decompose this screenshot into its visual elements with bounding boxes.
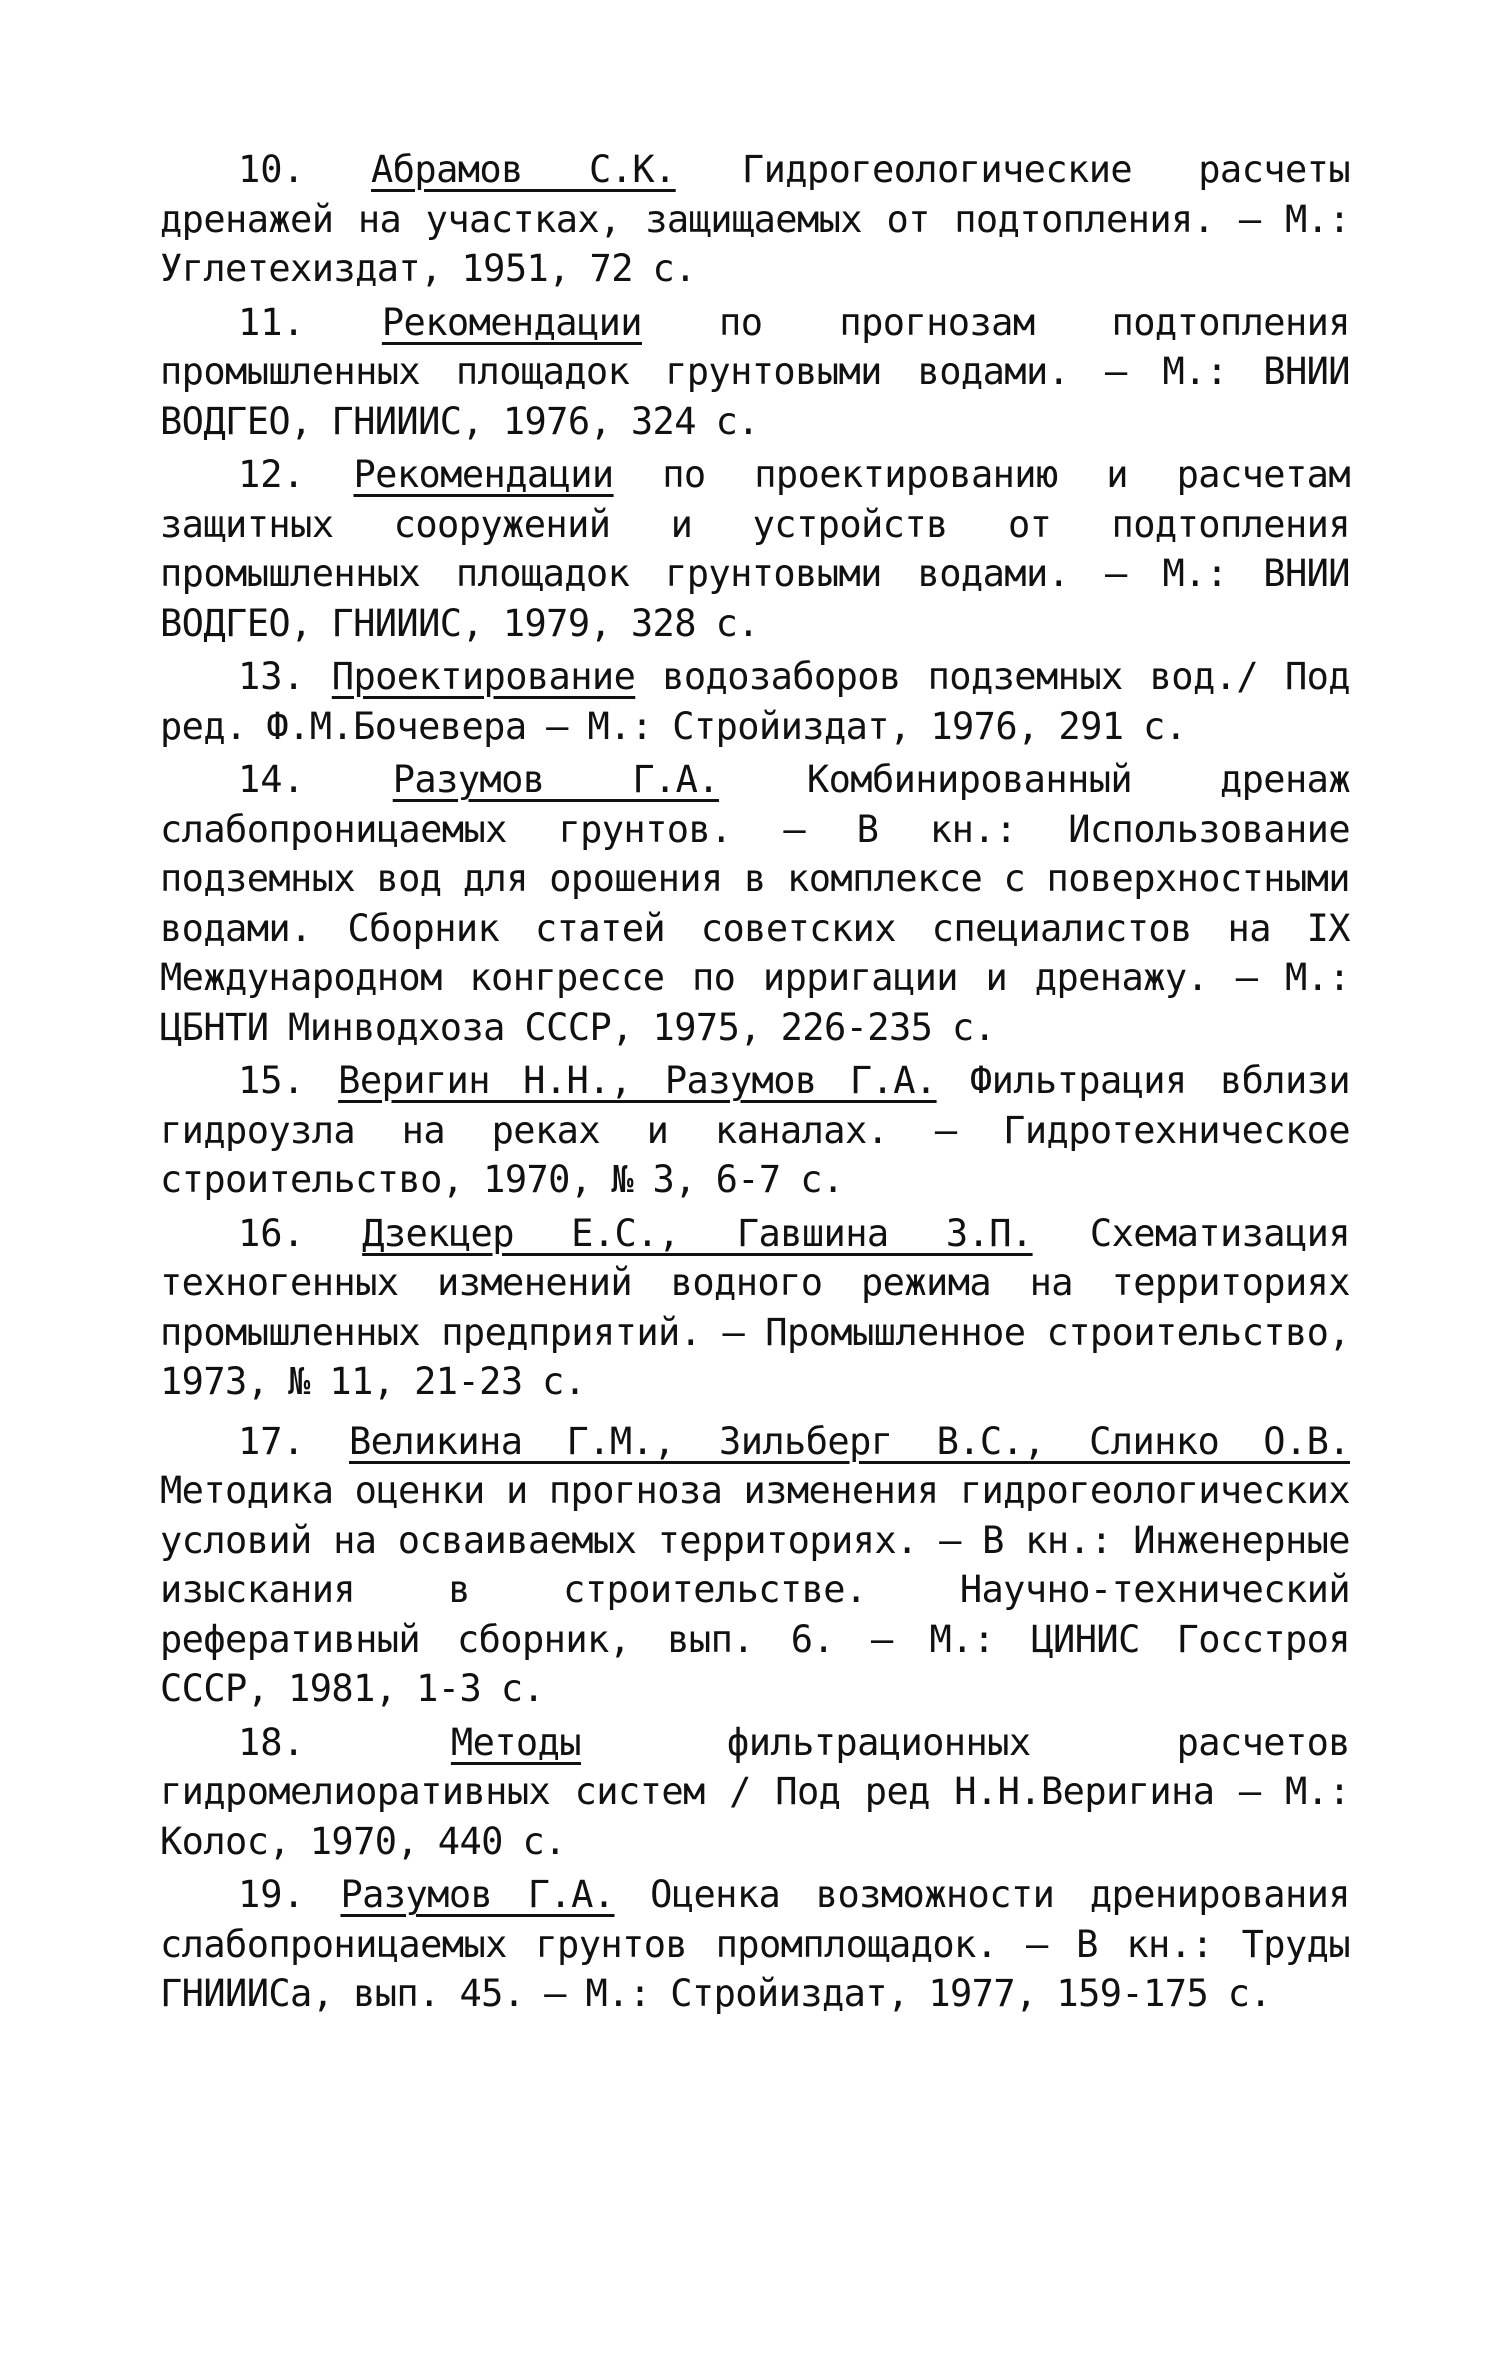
reference-item-13 xyxy=(160,652,1350,751)
reference-lead: Разумов Г.А. xyxy=(392,758,720,801)
reference-lead: Великина Г.М., Зильберг В.С., Слинко О.В. xyxy=(348,1419,1350,1463)
reference-lead: Методы xyxy=(450,1720,581,1764)
reference-lead: Рекомендации xyxy=(353,453,614,496)
reference-text: Гидрогеологические расчеты дренажей на участках, защищаемых от подтопления. – М.: Углетехиздат, 1951, 72 с. xyxy=(160,148,1350,290)
reference-lead: Веригин Н.Н., Разумов Г.А. xyxy=(338,1059,937,1102)
reference-number: 17. xyxy=(238,1419,305,1463)
reference-text: Методика оценки и прогноза изменения гидрогеологических условий на осваиваемых территориях. – В кн.: Инженерные изыскания в строительстве. Научно-технический реферативный сборник, вып. 6. – М.: ЦИНИС Госстроя СССР, 1981, 1-3 с. xyxy=(160,1469,1350,1710)
reference-text: по проектированию и расчетам защитных сооружений и устройств от подтопления промышленных площадок грунтовыми водами. – М.: ВНИИ ВОДГЕО, ГНИИИС, 1979, 328 с. xyxy=(160,453,1350,645)
reference-item-19 xyxy=(160,1870,1350,2019)
reference-number: 16. xyxy=(238,1211,305,1255)
reference-item-10 xyxy=(160,145,1350,294)
reference-text: по прогнозам подтопления промышленных площадок грунтовыми водами. – М.: ВНИИ ВОДГЕО, ГНИИИС, 1976, 324 с. xyxy=(160,300,1350,443)
reference-lead: Рекомендации xyxy=(381,300,642,344)
reference-number: 13. xyxy=(238,655,305,698)
reference-item-17 xyxy=(160,1417,1350,1714)
reference-item-11 xyxy=(160,298,1350,447)
reference-text: фильтрационных расчетов гидромелиоративных систем / Под ред Н.Н.Веригина – М.: Колос, 1970, 440 с. xyxy=(160,1720,1350,1863)
reference-number: 19. xyxy=(238,1873,305,1916)
reference-item-14 xyxy=(160,755,1350,1052)
reference-item-12 xyxy=(160,450,1350,648)
reference-text: Комбинированный дренаж слабопроницаемых грунтов. – В кн.: Использование подземных вод для орошения в комплексе с поверхностными водами. Сборник статей советских специалистов на IX Международном конгрессе по ирригации и дренажу. – М.: ЦБНТИ Минводхоза СССР, 1975, 226-235 с. xyxy=(160,758,1350,1049)
bibliography-page xyxy=(160,145,1350,2023)
reference-item-15 xyxy=(160,1056,1350,1205)
reference-lead: Абрамов С.К. xyxy=(371,148,676,191)
reference-text: водозаборов подземных вод./ Под ред. Ф.М.Бочевера – М.: Стройиздат, 1976, 291 с. xyxy=(160,655,1350,748)
reference-text: Оценка возможности дренирования слабопроницаемых грунтов промплощадок. – В кн.: Труды ГНИИИСа, вып. 45. – М.: Стройиздат, 1977, 159-175 с. xyxy=(160,1873,1350,2015)
reference-text: Фильтрация вблизи гидроузла на реках и каналах. – Гидротехническое строительство, 1970, № 3, 6-7 с. xyxy=(160,1059,1351,1201)
reference-number: 12. xyxy=(238,453,305,496)
reference-number: 10. xyxy=(238,148,305,191)
reference-lead: Разумов Г.А. xyxy=(340,1873,615,1916)
reference-number: 11. xyxy=(238,300,305,344)
reference-lead: Дзекцер Е.С., Гавшина З.П. xyxy=(362,1211,1033,1255)
reference-number: 18. xyxy=(238,1720,305,1764)
reference-item-18 xyxy=(160,1718,1350,1867)
reference-number: 15. xyxy=(238,1059,305,1102)
reference-item-16 xyxy=(160,1209,1350,1407)
reference-lead: Проектирование xyxy=(331,655,636,698)
reference-text: Схематизация техногенных изменений водного режима на территориях промышленных предприятий. – Промышленное строительство, 1973, № 11, 21-23 с. xyxy=(160,1211,1351,1403)
reference-number: 14. xyxy=(238,758,305,801)
